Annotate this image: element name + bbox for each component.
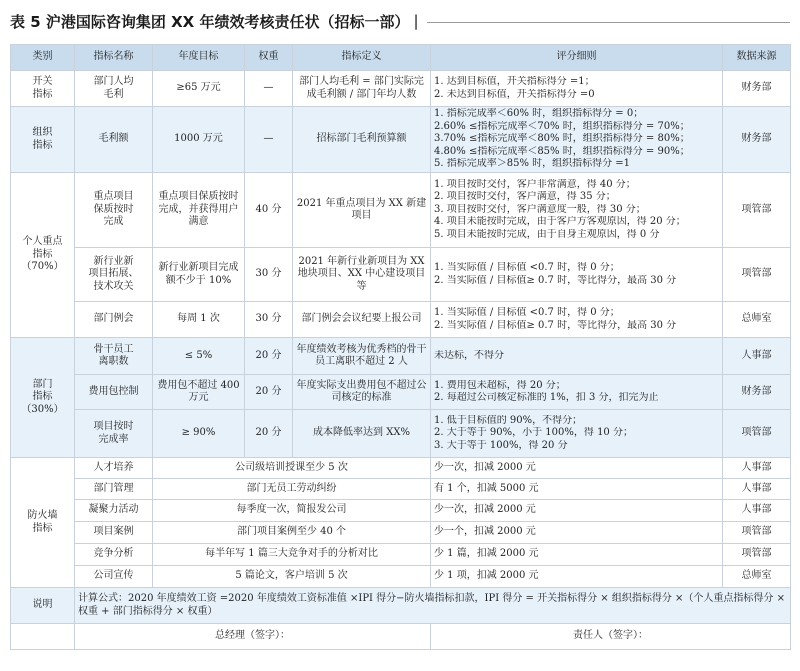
definition-cell: 年度绩效考核为优秀档的骨干员工离职不超过 2 人 — [293, 338, 431, 375]
signature-row — [11, 624, 791, 650]
definition-cell: 每季度一次，简报发公司 — [153, 500, 431, 522]
definition-cell: 部门无员工劳动纠纷 — [153, 479, 431, 500]
column-header: 年度目标 — [153, 45, 245, 71]
scoring-line: 1. 费用包未超标，得 20 分； — [434, 379, 566, 391]
scoring-line: 1. 项目按时交付，客户非常满意，得 40 分； — [434, 178, 636, 190]
indicator-name-cell: 部门例会 — [75, 302, 153, 338]
scoring-detail-cell — [431, 71, 723, 107]
scoring-line: 2. 当实际值 / 目标值≥ 0.7 时，等比得分，最高 30 分 — [434, 274, 677, 286]
scoring-line: 5. 项目未能按时完成，由于自身主观原因，得 0 分 — [434, 228, 660, 240]
column-header: 指标名称 — [75, 45, 153, 71]
definition-cell: 招标部门毛利预算额 — [293, 107, 431, 173]
data-source-cell: 财务部 — [723, 71, 791, 107]
firewall-row — [11, 458, 791, 479]
scoring-line: 4.80% ≤指标完成率＜85% 时，组织指标得分 = 90%； — [434, 145, 690, 157]
column-header: 指标定义 — [293, 45, 431, 71]
responsibility-table — [10, 44, 791, 650]
signature-spacer-cell — [11, 624, 75, 650]
table-row — [11, 375, 791, 410]
annual-target-cell: 重点项目保质按时完成，并获得用户满意 — [153, 173, 245, 248]
scoring-detail-cell — [431, 107, 723, 173]
scoring-detail-cell: 少一次，扣减 2000 元 — [431, 500, 723, 522]
title-bar — [10, 8, 790, 34]
scoring-line: 2.60% ≤指标完成率＜70% 时，组织指标得分 = 70%； — [434, 120, 690, 132]
data-source-cell: 财务部 — [723, 107, 791, 173]
table-header-row — [11, 45, 791, 71]
data-source-cell: 总师室 — [723, 302, 791, 338]
firewall-row — [11, 566, 791, 588]
scoring-line: 1. 指标完成率＜60% 时，组织指标得分 = 0； — [434, 108, 644, 120]
definition-cell: 成本降低率达到 XX% — [293, 410, 431, 458]
definition-cell: 部门例会会议纪要上报公司 — [293, 302, 431, 338]
indicator-name-cell: 重点项目 保质按时 完成 — [75, 173, 153, 248]
annual-target-cell: 每周 1 次 — [153, 302, 245, 338]
weight-cell: — — [245, 71, 293, 107]
scoring-detail-cell — [431, 173, 723, 248]
scoring-line: 1. 达到目标值，开关指标得分 =1； — [434, 76, 595, 87]
indicator-name-cell: 项目案例 — [75, 522, 153, 544]
scoring-line: 3. 项目按时交付，客户满意度一般，得 30 分； — [434, 203, 646, 215]
title-rule — [427, 21, 790, 23]
indicator-name-cell: 公司宣传 — [75, 566, 153, 588]
scoring-line: 1. 当实际值 / 目标值 <0.7 时，得 0 分； — [434, 262, 620, 273]
title-bar-mark: | — [413, 12, 419, 30]
scoring-detail-cell — [431, 375, 723, 410]
indicator-name-cell: 骨干员工 离职数 — [75, 338, 153, 375]
definition-cell: 部门项目案例至少 40 个 — [153, 522, 431, 544]
scoring-detail-cell: 少一个，扣减 2000 元 — [431, 522, 723, 544]
annual-target-cell: ≤ 5% — [153, 338, 245, 375]
definition-cell: 5 篇论文，客户培训 5 次 — [153, 566, 431, 588]
table-row — [11, 338, 791, 375]
category-cell: 部门 指标 （30%） — [11, 338, 75, 458]
annual-target-cell: 新行业新项目完成额不少于 10% — [153, 248, 245, 302]
scoring-detail-cell: 少 1 篇，扣减 2000 元 — [431, 544, 723, 566]
data-source-cell: 项管部 — [723, 410, 791, 458]
table-row — [11, 173, 791, 248]
scoring-line: 4. 项目未能按时完成，由于客户方客观原因，得 20 分； — [434, 216, 686, 228]
definition-cell: 2021 年重点项目为 XX 新建项目 — [293, 173, 431, 248]
indicator-name-cell: 毛利额 — [75, 107, 153, 173]
table-row — [11, 302, 791, 338]
data-source-cell: 人事部 — [723, 338, 791, 375]
weight-cell: 40 分 — [245, 173, 293, 248]
data-source-cell: 项管部 — [723, 173, 791, 248]
indicator-name-cell: 凝聚力活动 — [75, 500, 153, 522]
formula-note-cell: 计算公式：2020 年度绩效工资 =2020 年度绩效工资标准值 ×IPI 得分−防火墙指标扣款，IPI 得分 = 开关指标得分 × 组织指标得分 ×（个人重点指标得分 × 权重 + 部门指标得分 × 权重） — [75, 588, 791, 624]
scoring-line: 3.70% ≤指标完成率＜80% 时，组织指标得分 = 80%； — [434, 133, 690, 145]
indicator-name-cell: 部门管理 — [75, 479, 153, 500]
firewall-row — [11, 522, 791, 544]
table-row — [11, 248, 791, 302]
definition-cell: 每半年写 1 篇三大竞争对手的分析对比 — [153, 544, 431, 566]
indicator-name-cell: 新行业新 项目拓展、 技术攻关 — [75, 248, 153, 302]
scoring-detail-cell: 少 1 项，扣减 2000 元 — [431, 566, 723, 588]
data-source-cell: 项管部 — [723, 544, 791, 566]
weight-cell: 30 分 — [245, 248, 293, 302]
data-source-cell: 人事部 — [723, 479, 791, 500]
weight-cell: — — [245, 107, 293, 173]
document-title: 表 5 沪港国际咨询集团 XX 年绩效考核责任状（招标一部） — [10, 12, 410, 31]
definition-cell: 部门人均毛利 = 部门实际完成毛利额 / 部门年均人数 — [293, 71, 431, 107]
owner-signature-cell: 责任人（签字）： — [431, 624, 791, 650]
category-cell: 个人重点 指标 （70%） — [11, 173, 75, 338]
indicator-name-cell: 人才培养 — [75, 458, 153, 479]
scoring-line: 未达标，不得分 — [434, 349, 504, 361]
indicator-name-cell: 部门人均 毛利 — [75, 71, 153, 107]
weight-cell: 30 分 — [245, 302, 293, 338]
category-cell: 组织 指标 — [11, 107, 75, 173]
annual-target-cell: 1000 万元 — [153, 107, 245, 173]
annual-target-cell: ≥65 万元 — [153, 71, 245, 107]
indicator-name-cell: 竞争分析 — [75, 544, 153, 566]
annual-target-cell: ≥ 90% — [153, 410, 245, 458]
scoring-line: 1. 低于目标值的 90%，不得分； — [434, 414, 583, 426]
firewall-row — [11, 500, 791, 522]
weight-cell: 20 分 — [245, 338, 293, 375]
data-source-cell: 总师室 — [723, 566, 791, 588]
weight-cell: 20 分 — [245, 375, 293, 410]
scoring-detail-cell — [431, 410, 723, 458]
scoring-line: 2. 每超过公司核定标准的 1%，扣 3 分，扣完为止 — [434, 392, 659, 403]
weight-cell: 20 分 — [245, 410, 293, 458]
firewall-row — [11, 544, 791, 566]
data-source-cell: 人事部 — [723, 458, 791, 479]
indicator-name-cell: 费用包控制 — [75, 375, 153, 410]
annual-target-cell: 费用包不超过 400 万元 — [153, 375, 245, 410]
scoring-line: 2. 大于等于 90%，小于 100%，得 10 分； — [434, 427, 633, 439]
firewall-row — [11, 479, 791, 500]
definition-cell: 公司级培训授课至少 5 次 — [153, 458, 431, 479]
table-row — [11, 107, 791, 173]
definition-cell: 年度实际支出费用包不超过公司核定的标准 — [293, 375, 431, 410]
data-source-cell: 人事部 — [723, 500, 791, 522]
category-cell: 开关 指标 — [11, 71, 75, 107]
gm-signature-cell: 总经理（签字）： — [75, 624, 431, 650]
data-source-cell: 项管部 — [723, 248, 791, 302]
scoring-line: 2. 未达到目标值，开关指标得分 =0 — [434, 88, 595, 100]
table-row — [11, 71, 791, 107]
scoring-line: 1. 当实际值 / 目标值 <0.7 时，得 0 分； — [434, 307, 620, 318]
indicator-name-cell: 项目按时 完成率 — [75, 410, 153, 458]
scoring-detail-cell: 有 1 个，扣减 5000 元 — [431, 479, 723, 500]
column-header: 权重 — [245, 45, 293, 71]
table-row — [11, 410, 791, 458]
definition-cell: 2021 年新行业新项目为 XX 地块项目、XX 中心建设项目等 — [293, 248, 431, 302]
category-cell: 防火墙 指标 — [11, 458, 75, 588]
data-source-cell: 财务部 — [723, 375, 791, 410]
data-source-cell: 项管部 — [723, 522, 791, 544]
scoring-line: 2. 当实际值 / 目标值≥ 0.7 时，等比得分，最高 30 分 — [434, 319, 677, 331]
scoring-detail-cell — [431, 248, 723, 302]
scoring-detail-cell — [431, 338, 723, 375]
scoring-line: 3. 大于等于 100%，得 20 分 — [434, 439, 568, 451]
scoring-detail-cell — [431, 302, 723, 338]
scoring-line: 5. 指标完成率＞85% 时，组织指标得分 =1 — [434, 158, 631, 170]
column-header: 评分细则 — [431, 45, 723, 71]
scoring-line: 2. 项目按时交付，客户满意，得 35 分； — [434, 191, 616, 203]
scoring-detail-cell: 少一次，扣减 2000 元 — [431, 458, 723, 479]
note-row — [11, 588, 791, 624]
column-header: 类别 — [11, 45, 75, 71]
column-header: 数据来源 — [723, 45, 791, 71]
note-label-cell: 说明 — [11, 588, 75, 624]
